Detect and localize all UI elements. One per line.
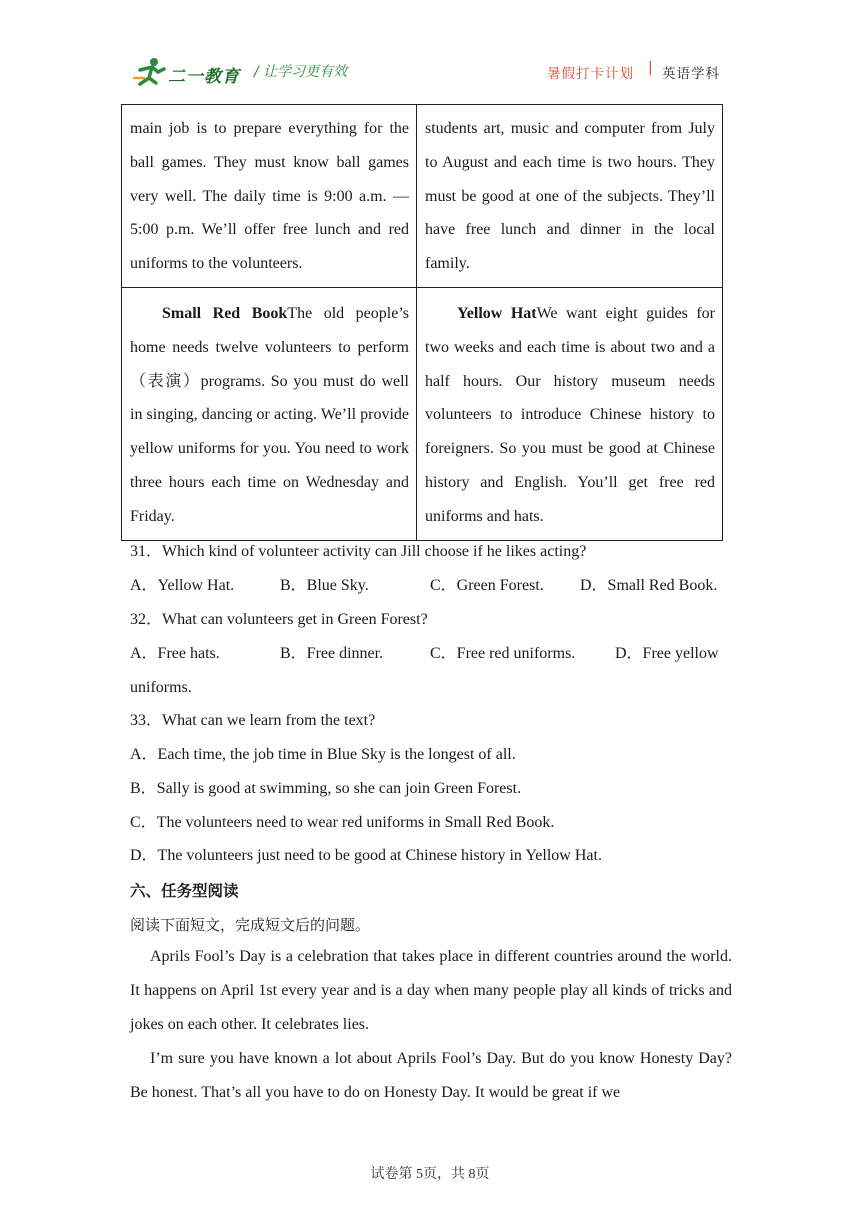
- header-separator: |: [648, 60, 653, 76]
- logo-text: 二一教育: [168, 67, 240, 87]
- slogan: / 让学习更有效: [254, 64, 348, 80]
- q33-option-c[interactable]: C．The volunteers need to wear red uniforms in Small Red Book.: [130, 814, 555, 831]
- q32-option-d-continuation: uniforms.: [130, 679, 192, 696]
- plan-label: 暑假打卡计划: [547, 66, 634, 82]
- runner-logo-icon: [132, 56, 172, 88]
- table-row: [122, 105, 723, 288]
- table-row: [122, 287, 723, 540]
- table-cell: [122, 287, 417, 540]
- q32-option-c[interactable]: C．Free red uniforms.: [430, 645, 576, 662]
- volunteer-ads-table: [121, 104, 723, 541]
- q31-option-a[interactable]: A．Yellow Hat.: [130, 577, 235, 594]
- section-instruction: 阅读下面短文，完成短文后的问题。: [130, 916, 371, 934]
- passage-paragraph-1: Aprils Fool’s Day is a celebration that takes place in different countries around the world. It happens on April 1st every year and is a day when many people play all kinds of tricks and jokes on each other. It celebrates lies.: [130, 948, 732, 1033]
- q32-option-b[interactable]: B．Free dinner.: [280, 645, 384, 662]
- q33-option-b[interactable]: B．Sally is good at swimming, so she can join Green Forest.: [130, 780, 522, 797]
- cell-text: The old people’s home needs twelve volunteers to perform（表演）programs. So you must do well in singing, dancing or acting. We’ll provide yellow uniforms for you. You need to work three hours each time on Wednesday and Friday.: [130, 304, 409, 525]
- table-cell: [417, 105, 723, 288]
- table-cell: [122, 105, 417, 288]
- cell-text: students art, music and computer from July to August and each time is two hours. They must be good at one of the subjects. They’ll have free lunch and dinner in the local family.: [425, 120, 715, 273]
- question-33-stem: 33．What can we learn from the text?: [130, 712, 376, 729]
- ad-title: Yellow Hat: [457, 304, 537, 322]
- section-title: 六、任务型阅读: [130, 882, 239, 900]
- logo: [132, 56, 242, 88]
- q31-option-b[interactable]: B．Blue Sky.: [280, 577, 369, 594]
- q33-option-a[interactable]: A．Each time, the job time in Blue Sky is the longest of all.: [130, 746, 516, 763]
- q31-option-c[interactable]: C．Green Forest.: [430, 577, 544, 594]
- q33-option-d[interactable]: D．The volunteers just need to be good at Chinese history in Yellow Hat.: [130, 847, 602, 864]
- question-31-stem: 31．Which kind of volunteer activity can Jill choose if he likes acting?: [130, 543, 587, 560]
- q32-option-d[interactable]: D．Free yellow: [615, 645, 719, 662]
- ad-title: Small Red Book: [162, 304, 288, 322]
- q31-option-d[interactable]: D．Small Red Book.: [580, 577, 718, 594]
- page-footer: 试卷第 5页，共 8页: [370, 1167, 490, 1182]
- table-cell: [417, 287, 723, 540]
- q32-option-a[interactable]: A．Free hats.: [130, 645, 220, 662]
- cell-text: We want eight guides for two weeks and each time is about two and a half hours. Our history museum needs volunteers to introduce Chinese history to foreigners. So you must be good at Chinese history and English. You’ll get free red uniforms and hats.: [425, 304, 715, 525]
- passage-paragraph-2: I’m sure you have known a lot about Aprils Fool’s Day. But do you know Honesty Day? Be honest. That’s all you have to do on Honesty Day. It would be great if we: [130, 1050, 732, 1101]
- subject-label: 英语学科: [662, 66, 720, 82]
- question-32-stem: 32．What can volunteers get in Green Forest?: [130, 611, 428, 628]
- page-header: [0, 0, 860, 100]
- cell-text: main job is to prepare everything for the ball games. They must know ball games very well. The daily time is 9:00 a.m. —5:00 p.m. We’ll offer free lunch and red uniforms to the volunteers.: [130, 120, 409, 273]
